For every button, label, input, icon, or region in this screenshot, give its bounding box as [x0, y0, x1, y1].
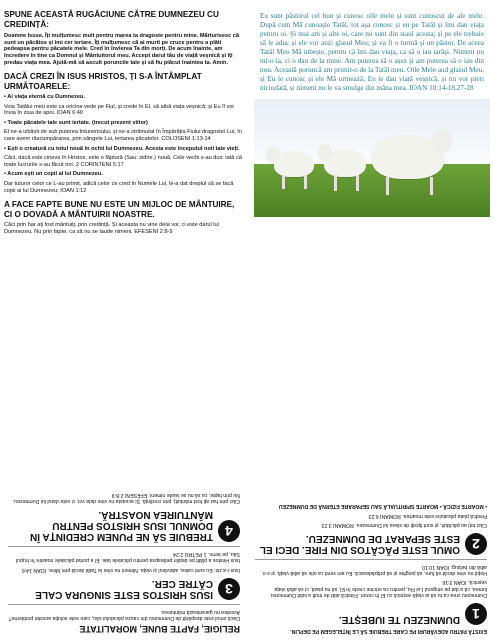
- point-2-body: El ne-a izbăvit de sub puterea întunericului, și ne-a strămutat în Împărăția Fiului dragostei Lui, în care avem răscumpărarea, prin sângele Lui, iertarea păcatelor. COLOSENI 1:13-14: [4, 129, 242, 142]
- sheep-leg: [386, 177, 389, 195]
- truth-3-title: ISUS HRISTOS ESTE SINGURA CALE CĂTRE CER.: [35, 577, 213, 600]
- works-body: Căci prin har ați fost mântuiți, prin credință. Și aceasta nu vine dela voi; ci este darul lui Dumnezeu. Nu prin fapte, ca să nu se laude nimeni. EFESENI 2:8-9: [4, 221, 219, 235]
- truth-3-body: Isus i-a zis: Eu sunt calea, adevărul și viața. Nimeni nu vine la Tatăl decât prin Mine. IOAN 14:6: [21, 566, 240, 573]
- truth-1-body-2: Hoțul nu vine decât să fure, să junghie și să prăpădească. Eu am venit ca oile să aibă viață, și s-o aibă din belșug. IOAN 10:10: [262, 563, 487, 577]
- sheep-leg: [430, 177, 433, 195]
- point-1-body: Voia Tatălui meu este ca oricine vede pe Fiul, și crede în El, să aibă viața veșnică; și Eu îl voi învia în ziua de apoi. IOAN 6:40: [4, 103, 234, 117]
- truth-4-title: TREBUIE SĂ NE PUNEM CREDINȚA ÎN DOMNUL ISUS HRISTOS PENTRU MÂNTUIREA NOASTRĂ.: [30, 508, 213, 542]
- truths-column-2: [8, 489, 240, 634]
- truth-3-number: 3: [218, 578, 240, 600]
- truth-4-body: Căci prin har ați fost mântuiți, prin credință. Și aceasta nu vine dela voi; ci este darul lui Dumnezeu. Nu prin fapte, ca să nu se laude nimeni. EFESENI 2:8-9: [12, 491, 240, 504]
- works-title: A FACE FAPTE BUNE NU ESTE UN MIJLOC DE MÂNTUIRE, CI O DOVADĂ A MÂNTUIRII NOASTRE.: [4, 200, 235, 219]
- prayer-title: SPUNE ACEASTĂ RUGĂCIUNE CĂTRE DUMNEZEU CU CREDINȚĂ:: [4, 10, 219, 29]
- divider: [8, 604, 240, 605]
- prayer-column: [4, 10, 242, 238]
- point-4-head: • Acum ești un copil al lui Dumnezeu.: [4, 171, 103, 178]
- truth-2-death: • MOARTE FIZICĂ • MOARTE SPIRITUALĂ SAU SEPARARE ETERNĂ DE DUMNEZEU: [278, 503, 487, 510]
- divider: [255, 559, 487, 560]
- truth-4-number: 4: [218, 520, 240, 542]
- point-3-body: Căci, dacă este cineva în Hristos, este o făptură (Sau: zidire.) nouă. Cele vechi s-au dus: iată că toate lucrurile s-au făcut noi. 2 CORINTENI 5:17: [4, 155, 242, 168]
- verse-column: [254, 10, 490, 217]
- truth-1-title: DUMNEZEU TE IUBEȘTE.: [338, 613, 460, 625]
- sheep-leg: [356, 175, 359, 191]
- truth-4: [8, 509, 240, 542]
- sheep-leg: [304, 175, 307, 189]
- divider: [8, 546, 240, 547]
- point-2-head: • Toate păcatele tale sunt iertate. (trecut prezent viitor): [4, 119, 148, 126]
- truth-1-body: Dumnezeu vrea ca tu să ai viață veșnică cu El în ceruri. Fiindcă atât de mult a iubit Dumnezeu lumea, că a dat pe singurul Lui Fiu, pentru ca oricine crede în El, să nu piară, ci să aibă viața veșnică. IOAN 3:16: [270, 579, 487, 598]
- truth-1: [255, 603, 487, 625]
- truth-2-title: OMUL ESTE PĂCĂTOS DIN FIRE. DECI EL ESTE SEPARAT DE DUMNEZEU.: [259, 532, 460, 555]
- shepherd-verse: Eu sunt păstorul cel bun și cunosc oile mele și sunt cunoscut de ale mele. După cum Mă cunoaște Tatăl, tot așa cunosc și eu pe Tatăl și îmi dau viața pentru oi. Și mai am și alte oi, care nu sunt din staul acesta; și pe ele trebuie să le aduc și ele vor auzi glasul Meu; și va fi o turmă și un păstor. De aceea Tatăl Meu Mă iubește, pentru că îmi dau viața, ca să o iau iarăși. Nimeni nu mi-o ia, ci o dau de la mine. Am puterea să o așez și am puterea să o iau din nou. Această poruncă am primit-o de la Tatăl meu. Oile Mele aud glasul Meu, și Eu le cunosc și ele Mă urmează; Eu le dau viață veșnică, și nu vor pieri niciodată, și nimeni nu le va smulge din mâna mea. IOAN 10:14-18,27-28: [260, 12, 484, 92]
- prayer-text: Doamne Isuse, Îți mulțumesc mult pentru marea ta dragoste pentru mine. Mărturisesc că sunt un păcătos și îmi cer iertare. Îți mulțumesc că ai murit pe cruce pentru a plăti pedeapsa pentru păcatele mele. Cred în învierea Ta din morți. De acum înainte, am încredere în tine ca Domnul și Mântuitorul meu. Accept darul tău de viață veșnică și îți predau viața mea. Ajută-mă să ascult poruncile tale și să fiu plăcut înaintea ta. Amin.: [4, 33, 240, 66]
- sheep-leg: [282, 175, 285, 189]
- point-3-head: • Ești o creatură cu totul nouă în ochii lui Dumnezeu. Acesta este începutul noii tale vieți.: [4, 145, 240, 152]
- truths-intro: EXISTĂ PATRU ADEVĂRURI PE CARE TREBUIE SĂ LE ÎNȚELEGEM PE DEPLIN.: [290, 628, 487, 634]
- truth-3-body-2: Isus Hristos a plătit pe deplin pedeapsa pentru păcatele tale. El a purtat păcatele noastre în trupul Său, pe lemn. 1 PETRU 2:24: [15, 551, 240, 564]
- sheep-lamb-left-head: [266, 147, 280, 163]
- sheep-lamb-left: [274, 151, 314, 177]
- truths-column: [255, 500, 487, 634]
- sheep-lamb-middle-head: [318, 144, 332, 161]
- religion-body: Dacă omul este despărțit de Dumnezeu din cauza păcatului său, care este soluția acestei probleme? Acestea nu garantează mântuirea.: [8, 608, 240, 621]
- point-1-head: • Ai viața eternă cu Dumnezeu.: [4, 93, 86, 100]
- truth-2-body-2: Fiindcă plata păcatului este moartea. ROMANI 6:23: [368, 512, 487, 519]
- truth-2-body: Căci toți au păcătuit, și sunt lipsiți de slava lui Dumnezeu. ROMANI 3:23: [321, 521, 487, 528]
- inverted-panel: [0, 322, 495, 640]
- truth-3: [8, 578, 240, 600]
- sheep-photo: [254, 99, 490, 217]
- sheep-ewe-head: [432, 129, 452, 153]
- religion-title: RELIGIE, FAPTE BUNE, MORALITATE: [79, 624, 240, 634]
- point-4-body: Dar tuturor celor ce L-au primit, adică celor ce cred în Numele Lui, le-a dat dreptul să se facă copii ai lui Dumnezeu; IOAN 1:12: [4, 180, 234, 194]
- truth-1-number: 1: [465, 603, 487, 625]
- truth-2: [255, 533, 487, 555]
- sheep-leg: [334, 175, 337, 191]
- follow-title: DACĂ CREZI ÎN ISUS HRISTOS, ȚI S-A ÎNTÂMPLAT URMĂTOARELE:: [4, 72, 202, 91]
- truth-2-number: 2: [465, 533, 487, 555]
